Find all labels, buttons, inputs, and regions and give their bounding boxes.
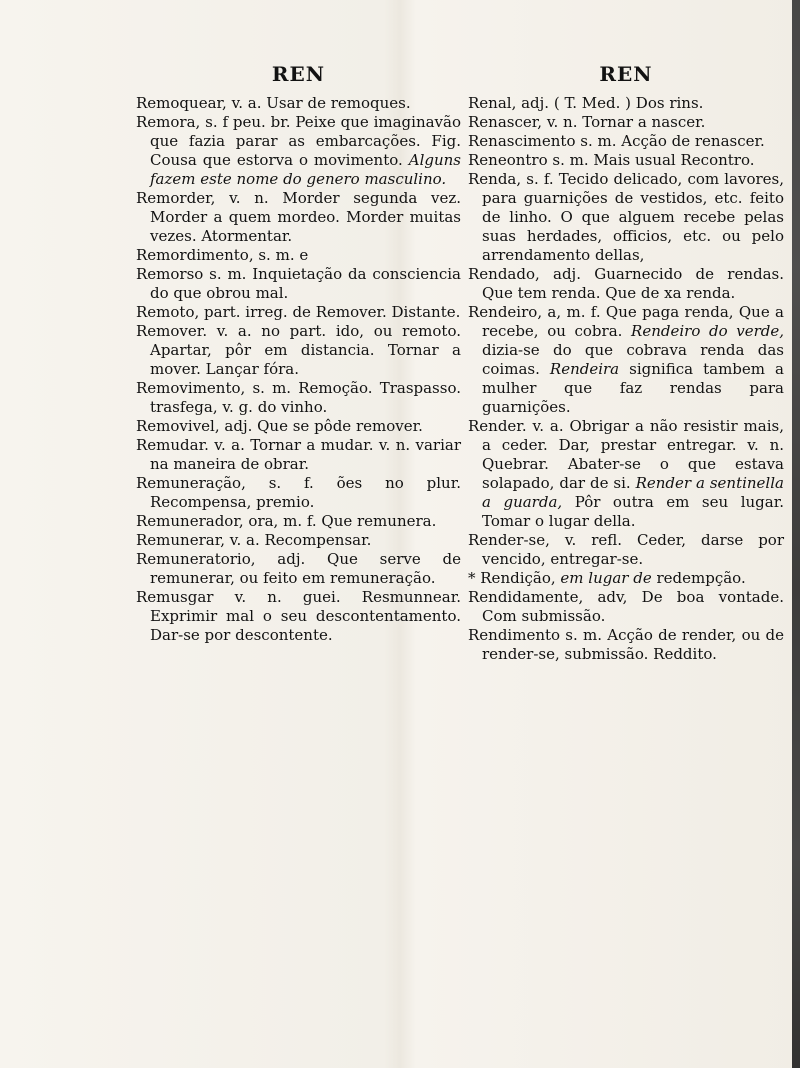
entry-headword: Renascimento xyxy=(468,132,576,150)
entry-definition-cont: Pôr outra em seu lugar. Tomar o lugar della. xyxy=(482,493,784,530)
entry-rendidamente xyxy=(468,588,784,626)
entry-remoquear xyxy=(136,94,461,113)
entry-italic-note: em lugar de xyxy=(560,569,652,587)
entry-render xyxy=(468,417,784,531)
entry-remora xyxy=(136,113,461,189)
entry-headword: Remusgar xyxy=(136,588,214,606)
left-column-header: REN xyxy=(271,62,326,86)
entry-remudar xyxy=(136,436,461,474)
entry-italic-note: Rendeiro do verde, xyxy=(631,322,784,340)
entry-removimento xyxy=(136,379,461,417)
entry-reneontro xyxy=(468,151,784,170)
entry-definition: , a, m. f. Que paga renda, Que a recebe, ou cobra. xyxy=(482,303,784,340)
entry-headword: Renal xyxy=(468,94,512,112)
entry-renascer xyxy=(468,113,784,132)
entry-definition: . v. a. Tornar a mudar. v. n. variar na maneira de obrar. xyxy=(150,436,461,473)
entry-remorso xyxy=(136,265,461,303)
entry-headword: * Rendição xyxy=(468,569,551,587)
entry-definition: , adj. Que serve de remunerar, ou feito em remuneração. xyxy=(150,550,461,587)
entry-definition: , part. irreg. de Remover. Distante. xyxy=(194,303,461,321)
entry-headword: Remuneração xyxy=(136,474,242,492)
entry-definition: . v. a. Obrigar a não resistir mais, a ceder. Dar, prestar entregar. v. n. Quebrar. Abater-se o que estava solapado, dar de si. xyxy=(482,417,784,492)
entry-headword: Remunerar xyxy=(136,531,221,549)
entry-definition: , ora, m. f. Que remunera. xyxy=(238,512,437,530)
entry-remuneracao xyxy=(136,474,461,512)
entry-headword: Remordimento xyxy=(136,246,249,264)
entry-italic-note-2: Rendeira xyxy=(549,360,620,378)
entry-headword: Remudar xyxy=(136,436,205,454)
entry-render-se xyxy=(468,531,784,569)
entry-definition: , s. m. e xyxy=(248,246,309,264)
entry-definition: , s. f peu. br. Peixe que imaginavão que fazia parar as embarcações. Fig. Cousa que estorva o movimento. xyxy=(150,113,461,169)
entry-rendicao xyxy=(468,569,784,588)
entry-definition: , v. a. Recompensar. xyxy=(220,531,372,549)
entry-definition: s. m. Inquietação da consciencia do que obrou mal. xyxy=(150,265,461,302)
entry-remover xyxy=(136,322,461,379)
entry-headword: Render xyxy=(468,417,522,435)
entry-rendimento xyxy=(468,626,784,664)
entry-headword: Renascer xyxy=(468,113,538,131)
entry-headword: Renda xyxy=(468,170,517,188)
entry-renda xyxy=(468,170,784,265)
page-edge xyxy=(792,0,800,1068)
entry-definition: , s. f. ões no plur. Recompensa, premio. xyxy=(150,474,461,511)
entry-definition-cont-2: significa tambem a mulher que faz rendas para guarnições. xyxy=(482,360,784,416)
entry-headword: Render-se xyxy=(468,531,546,549)
entry-headword: Remoto xyxy=(136,303,195,321)
entry-remunerar xyxy=(136,531,461,550)
entry-headword: Removimento xyxy=(136,379,241,397)
entry-italic-note: Render a sentinella a guarda, xyxy=(482,474,784,511)
right-column xyxy=(468,62,784,664)
entry-definition: s. m. Acção de renascer. xyxy=(575,132,765,150)
entry-headword: Remora xyxy=(136,113,196,131)
entry-remuneratorio xyxy=(136,550,461,588)
entry-headword: Remunerador xyxy=(136,512,239,530)
entry-definition: , adj. Que se pôde remover. xyxy=(214,417,423,435)
entry-remorder xyxy=(136,189,461,246)
entry-italic-note: Alguns fazem este nome do genero masculino. xyxy=(150,151,461,188)
entry-definition: , v. n. Morder segunda vez. Morder a quem mordeo. Morder muitas vezes. Atormentar. xyxy=(150,189,461,245)
entry-definition: , v. a. Usar de remoques. xyxy=(222,94,411,112)
entry-remordimento xyxy=(136,246,461,265)
right-column-header: REN xyxy=(599,62,653,86)
entry-headword: Remoquear xyxy=(136,94,223,112)
entry-headword: Rendimento xyxy=(468,626,561,644)
entry-definition: s. m. Mais usual Recontro. xyxy=(547,151,755,169)
entry-headword: Rendeiro xyxy=(468,303,538,321)
entry-remusgar xyxy=(136,588,461,645)
entry-definition: , v. n. Tornar a nascer. xyxy=(537,113,706,131)
entry-definition: , xyxy=(550,569,561,587)
entry-headword: Rendado xyxy=(468,265,536,283)
entry-remunerador xyxy=(136,512,461,531)
entry-definition: , v. refl. Ceder, darse por vencido, entregar-se. xyxy=(482,531,784,568)
entry-definition-cont: redempção. xyxy=(651,569,746,587)
entry-headword: Remover xyxy=(136,322,203,340)
entry-rendado xyxy=(468,265,784,303)
entry-definition: s. m. Acção de render, ou de render-se, submissão. Reddito. xyxy=(482,626,784,663)
entry-definition: , adv, De boa vontade. Com submissão. xyxy=(482,588,784,625)
entry-rendeiro xyxy=(468,303,784,417)
entry-definition: , adj. Guarnecido de rendas. Que tem renda. Que de xa renda. xyxy=(482,265,784,302)
entry-headword: Reneontro xyxy=(468,151,548,169)
entry-headword: Remorder xyxy=(136,189,211,207)
entry-definition: , s. m. Remoção. Traspasso. trasfega, v. g. do vinho. xyxy=(150,379,461,416)
entry-renal xyxy=(468,94,784,113)
entry-headword: Rendidamente xyxy=(468,588,579,606)
entry-removivel xyxy=(136,417,461,436)
entry-headword: Removivel xyxy=(136,417,215,435)
entry-definition: , s. f. Tecido delicado, com lavores, para guarnições de vestidos, etc. feito de linho. O que alguem recebe pelas suas herdades, officios, etc. ou pelo arrendamento dellas, xyxy=(482,170,784,264)
entry-headword: Remorso xyxy=(136,265,204,283)
entry-headword: Remuneratorio xyxy=(136,550,251,568)
entry-definition: . v. a. no part. ido, ou remoto. Apartar, pôr em distancia. Tornar a mover. Lançar fóra. xyxy=(150,322,461,378)
entry-remoto xyxy=(136,303,461,322)
entry-definition-cont: dizia-se do que cobrava renda das coimas. xyxy=(482,341,784,378)
left-column xyxy=(136,62,461,645)
entry-definition: , adj. ( T. Med. ) Dos rins. xyxy=(511,94,704,112)
entry-renascimento xyxy=(468,132,784,151)
entry-definition: v. n. guei. Resmunnear. Exprimir mal o seu descontentamento. Dar-se por descontente. xyxy=(150,588,461,644)
